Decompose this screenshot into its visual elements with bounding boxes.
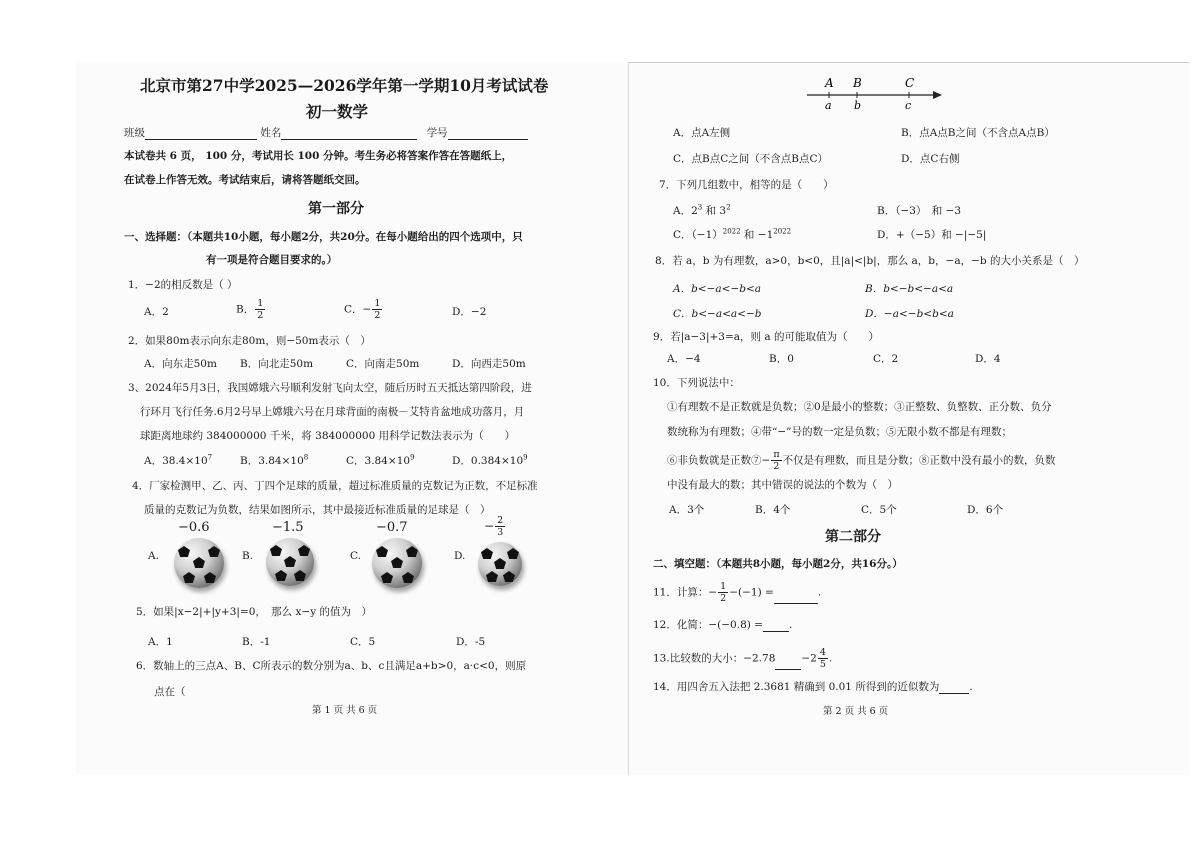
part-one-heading: 第一部分: [308, 201, 364, 217]
q1-option-d: D．−2: [452, 306, 487, 318]
q3-line-2: 行环月飞行任务.6月2号早上嫦娥六号在月球背面的南极－艾特肯盆地成功落月，月: [140, 406, 525, 418]
q10-option-b: B．4个: [755, 504, 791, 516]
q8-option-d: D．−a<−b<b<a: [865, 308, 954, 320]
q3-option-d: D．$0.384\times 10^9$: [452, 453, 528, 467]
q3-line-1: 3、2024年5月3日，我国嫦娥六号顺利发射飞向太空，随后历时五天抵达第四阶段，进: [128, 382, 532, 394]
q5-stem: 5．如果|x−2|+|y+3|=0， 那么 x−y 的值为 ）: [136, 606, 372, 618]
q3-option-c: C．$3.84\times 10^9$: [346, 453, 415, 467]
q10-option-a: A．3个: [669, 504, 705, 516]
q12: 12．化简：−(−0.8) = .: [653, 619, 793, 631]
q4-line-2: 质量的克数记为负数，结果如图所示，其中最接近标准质量的足球是（ ）: [144, 504, 491, 516]
axis-label-A: A: [825, 76, 834, 90]
axis-label-b: b: [854, 99, 862, 112]
q6-line-2: 点在（: [154, 686, 186, 698]
section-one-line-1: 一、选择题：（本题共10小题，每小题2分，共20分。在每小题给出的四个选项中，只: [124, 231, 523, 243]
axis-label-C: C: [905, 76, 915, 90]
q2-option-a: A．向东走50m: [144, 358, 217, 370]
q7-option-b: B．（−3） 和 −3: [877, 205, 962, 217]
soccer-ball-b-icon: [266, 538, 314, 586]
section-two-heading: 二、填空题：（本题共8小题，每小题2分，共16分。）: [653, 558, 903, 570]
q6-option-b: B．点A点B之间（不含点A点B）: [901, 127, 1055, 139]
q6-option-c: C．点B点C之间（不含点B点C）: [673, 153, 829, 165]
section-one-line-2: 有一项是符合题目要求的。）: [206, 254, 338, 266]
soccer-ball-c-icon: [372, 538, 422, 588]
name-blank: [281, 127, 417, 140]
q10-option-d: D．6个: [967, 504, 1004, 516]
note-line-1: 本试卷共 6 页， 100 分，考试用长 100 分钟。考生务必将答案作答在答题纸上，: [124, 150, 513, 162]
id-blank: [448, 127, 528, 140]
ball-a-letter: A.: [148, 550, 159, 562]
q14: 14．用四舍五入法把 2.3681 精确到 0.01 所得到的近似数为 .: [653, 681, 973, 693]
q9-option-c: C．2: [873, 353, 899, 365]
q14-answer-blank: [939, 681, 969, 694]
ball-b-letter: B.: [242, 550, 254, 562]
ball-c-letter: C.: [350, 550, 361, 562]
q7-stem: 7．下列几组数中，相等的是（ ）: [659, 179, 834, 191]
class-label: 班级: [124, 127, 145, 139]
q8-option-a: A．b<−a<−b<a: [673, 283, 762, 295]
axis-label-a: a: [825, 99, 832, 112]
q4-line-1: 4．厂家检测甲、乙、丙、丁四个足球的质量，超过标准质量的克数记为正数，不足标准: [132, 480, 538, 492]
q5-option-a: A．1: [148, 636, 173, 648]
q6-line-1: 6．数轴上的三点A、B、C所表示的数分别为a、b、c且满足a+b>0，a·c<0，则原: [136, 660, 527, 672]
page-footer-left: 第 1 页 共 6 页: [312, 705, 378, 716]
student-info: [124, 125, 528, 140]
class-blank: [145, 127, 257, 140]
q13: 13.比较数的大小：−2.78 −2 $\frac{4}{5}$ .: [653, 647, 833, 670]
q7-option-a: A．$2^3$ 和 $3^2$: [673, 203, 731, 217]
q8-option-c: C．b<−a<a<−b: [673, 308, 762, 320]
q1-option-a: A．2: [144, 306, 169, 318]
soccer-ball-d-icon: [478, 542, 522, 586]
q10-line-1: ①有理数不是正数就是负数；②0是最小的整数；③正整数、负整数、正分数、负分: [667, 401, 1052, 413]
q1-stem: 1．−2的相反数是（ ）: [128, 279, 238, 291]
right-page: [628, 62, 1189, 775]
q11-answer-blank: [774, 591, 818, 604]
q2-option-d: D．向西走50m: [452, 358, 526, 370]
id-label: 学号: [426, 127, 448, 139]
axis-label-B: B: [853, 76, 862, 90]
q10-line-3: ⑥非负数就是正数⑦− $\frac{\pi}{2}$ 不仅是有理数，而且是分数；⑧正数中没有最小的数，负数: [667, 449, 1056, 472]
q2-option-b: B．向北走50m: [240, 358, 314, 370]
q2-option-c: C．向南走50m: [346, 358, 420, 370]
q10-line-4: 中没有最大的数；其中错误的说法的个数为（ ）: [667, 479, 898, 491]
q9-option-b: B．0: [769, 353, 794, 365]
q3-option-a: A．$38.4\times 10^7$: [144, 453, 213, 467]
q7-option-c: C．$(-1)^{2022}$ 和 $-1^{2022}$: [673, 227, 792, 241]
q3-line-3: 球距离地球约 384000000 千米，将 384000000 用科学记数法表示为（ ）: [140, 430, 516, 442]
axis-label-c: c: [905, 99, 912, 112]
ball-a-label: −0.6: [178, 520, 210, 535]
q3-option-b: B．$3.84\times 10^8$: [240, 453, 309, 467]
q1-option-c: C．− $\frac{1}{2}$: [344, 298, 381, 321]
q5-option-d: D．-5: [456, 636, 486, 648]
ball-d-label: − $\frac{2}{3}$: [484, 515, 504, 538]
q8-stem: 8．若 a，b 为有理数，a>0，b<0，且|a|<|b|，那么 a，b，−a，−b 的大小关系是（ ）: [655, 255, 1085, 267]
page-footer-right: 第 2 页 共 6 页: [823, 706, 889, 717]
q5-option-c: C．5: [350, 636, 376, 648]
q6-option-a: A．点A左侧: [673, 127, 731, 139]
q6-option-d: D．点C右侧: [901, 153, 960, 165]
q10-stem: 10．下列说法中：: [653, 377, 740, 389]
q2-stem: 2．如果80m表示向东走80m，则−50m表示（ ）: [128, 335, 371, 347]
exam-subtitle: 初一数学: [306, 102, 369, 121]
name-label: 姓名: [260, 127, 282, 139]
part-two-heading: 第二部分: [825, 529, 881, 545]
q7-option-d: D．+（−5）和 −|−5|: [877, 229, 987, 241]
exam-title: 北京市第27中学2025—2026学年第一学期10月考试试卷: [140, 76, 549, 95]
note-line-2: 在试卷上作答无效。考试结束后，请将答题纸交回。: [124, 174, 366, 186]
ball-c-label: −0.7: [376, 520, 408, 535]
number-line-diagram: [799, 73, 949, 113]
q11: 11．计算：− $\frac{1}{2}$ −(−1) = .: [653, 581, 822, 604]
soccer-ball-a-icon: [174, 538, 224, 588]
q12-answer-blank: [763, 619, 789, 632]
q8-option-b: B．b<−b<−a<a: [865, 283, 954, 295]
q1-option-b: B． $\frac{1}{2}$: [236, 298, 264, 321]
left-page: [76, 62, 632, 774]
q9-option-d: D．4: [975, 353, 1001, 365]
q9-option-a: A．−4: [667, 353, 701, 365]
q5-option-b: B．-1: [242, 636, 271, 648]
q13-answer-blank: [775, 657, 801, 670]
q10-option-c: C．5个: [861, 504, 897, 516]
q10-line-2: 数统称为有理数；④带“−”号的数一定是负数；⑤无限小数不都是有理数；: [667, 426, 1013, 438]
ball-b-label: −1.5: [272, 520, 304, 535]
ball-d-letter: D.: [454, 550, 466, 562]
q9-stem: 9．若|a−3|+3=a，则 a 的可能取值为（ ）: [653, 331, 879, 343]
